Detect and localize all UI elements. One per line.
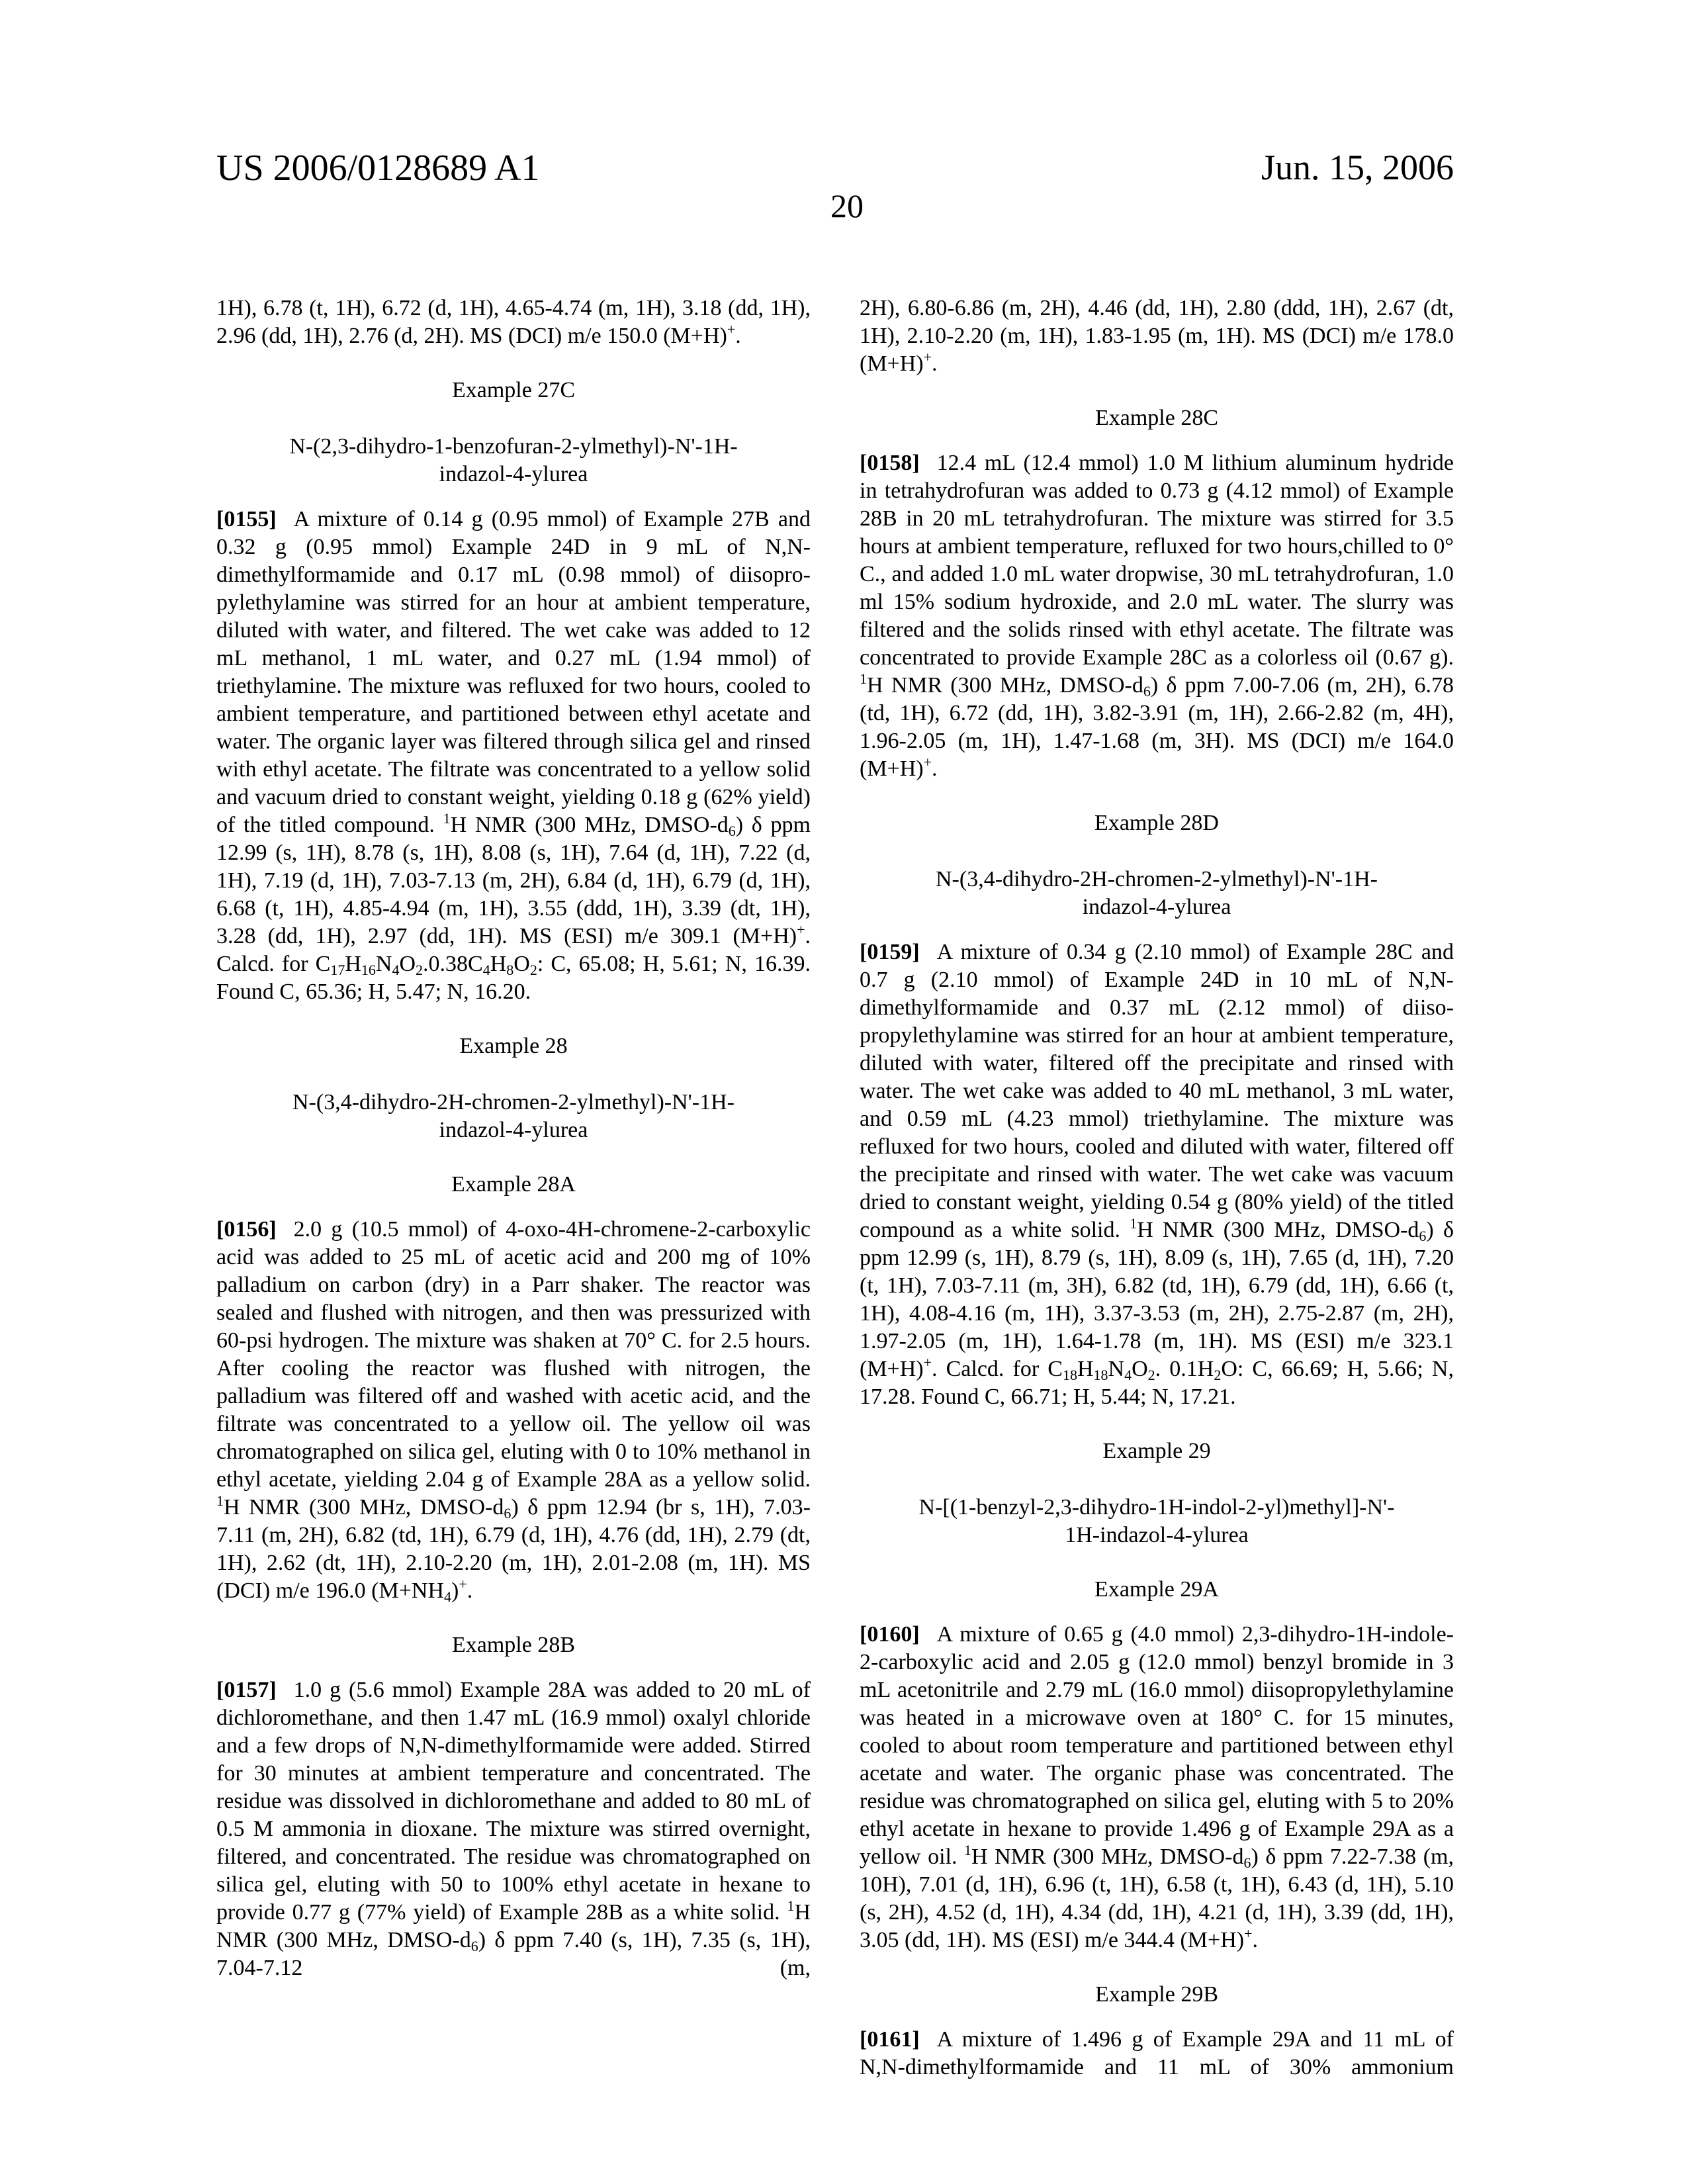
compound-title-line: indazol-4-ylurea — [439, 462, 588, 486]
superscript: 1 — [964, 1842, 971, 1858]
subscript: 16 — [361, 962, 376, 978]
subscript: 6 — [471, 1938, 478, 1954]
text-run: ) δ ppm 7.22-7.38 (m, 10H), 7.01 (d, 1H), 6.96 (t, 1H), 6.58 (t, 1H), 6.43 (d, 1H), 5.10 (s, 2H), 4.52 (d, 1H), 4.34 (dd, 1H), 4.21 (d, 1H), 3.39 (dd, 1H), 3.05 (dd, 1H). MS (ESI) m/e 344.4 (M+H) — [860, 1844, 1454, 1952]
paragraph-number: [0158] — [860, 451, 920, 475]
compound-title — [216, 1089, 811, 1144]
text-run: H — [490, 952, 507, 976]
compound-title — [216, 433, 811, 488]
subscript: 4 — [483, 962, 490, 978]
subscript: 2 — [1214, 1367, 1221, 1383]
text-run: H — [1077, 1357, 1094, 1381]
paragraph-number: [0161] — [860, 2027, 920, 2052]
text-run: H NMR (300 MHz, DMSO-d — [451, 813, 729, 837]
subscript: 6 — [1143, 683, 1151, 700]
subscript: 6 — [729, 823, 736, 839]
text-run: 1.0 g (5.6 mmol) Example 28A was added to 20 mL of dichloromethane, and then 1.47 mL (16.9 mmol) oxalyl chloride and a few drops of N,N-dimethylformamide were added. Stirred for 30 minutes at ambient temperature and concentrated. The residue was dissolved in dichloromethane and added to 80 mL of 0.5 M ammonia in dioxane. The mixture was stirred overnight, filtered, and concentrated. The residue was chromatographed on silica gel, eluting with 50 to 100% ethyl acetate in hexane to provide 0.77 g (77% yield) of Example 28B as a white solid. — [216, 1678, 811, 1925]
compound-title — [860, 1494, 1454, 1549]
text-run: ) — [451, 1578, 459, 1603]
example-heading: Example 28D — [860, 809, 1454, 837]
subscript: 4 — [1124, 1367, 1132, 1383]
paragraph-number: [0155] — [216, 507, 277, 531]
text-run: . Calcd. for C — [216, 924, 811, 976]
paragraph — [216, 1216, 811, 1605]
paragraph — [216, 1676, 811, 1982]
subscript: 2 — [530, 962, 537, 978]
compound-title-line: N-[(1-benzyl-2,3-dihydro-1H-indol-2-yl)methyl]-N'- — [919, 1495, 1395, 1520]
example-heading: Example 28A — [216, 1171, 811, 1199]
text-run: . — [735, 324, 741, 348]
subscript: 2 — [1148, 1367, 1155, 1383]
subscript: 6 — [504, 1505, 511, 1522]
text-run: A mixture of 0.34 g (2.10 mmol) of Example 28C and 0.7 g (2.10 mmol) of Example 24D in 10 mL of N,N-dimethylformamide and 0.37 mL (2.12 mmol) of diiso­propylethylamine was stirred for an hour at ambient tem­perature, diluted with water, filtered off the precipitate and rinsed with water. The wet cake was added to 40 mL methanol, 3 mL water, and 0.59 mL (4.23 mmol) triethy­lamine. The mixture was refluxed for two hours, cooled and diluted with water, filtered off the precipitate and rinsed with water. The wet cake was vacuum dried to constant weight, yielding 0.54 g (80% yield) of the titled compound as a white solid. — [860, 940, 1454, 1242]
paragraph-number: [0159] — [860, 940, 920, 964]
paragraph — [860, 449, 1454, 783]
example-heading: Example 29 — [860, 1437, 1454, 1465]
text-run: 12.4 mL (12.4 mmol) 1.0 M lithium aluminum hydride in tetrahydrofuran was added to 0.73 g (4.12 mmol) of Example 28B in 20 mL tetrahydrofuran. The mixture was stirred for 3.5 hours at ambient temperature, refluxed for two hours,chilled to 0° C., and added 1.0 mL water dropwise, 30 mL tetrahydrofuran, 1.0 ml 15% sodium hydroxide, and 2.0 mL water. The slurry was filtered and the solids rinsed with ethyl acetate. The filtrate was concentrated to provide Example 28C as a colorless oil (0.67 g). — [860, 451, 1454, 670]
paragraph-number: [0160] — [860, 1622, 920, 1647]
example-heading: Example 27C — [216, 377, 811, 404]
text-run: 1H), 6.78 (t, 1H), 6.72 (d, 1H), 4.65-4.74 (m, 1H), 3.18 (dd, 1H), 2.96 (dd, 1H), 2.76 (d, 2H). MS (DCI) m/e 150.0 (M+H) — [216, 296, 811, 348]
text-run: H NMR (300 MHz, DMSO-d — [971, 1844, 1243, 1869]
text-run: 2H), 6.80-6.86 (m, 2H), 4.46 (dd, 1H), 2.80 (ddd, 1H), 2.67 (dt, 1H), 2.10-2.20 (m, 1H), 1.83-1.95 (m, 1H). MS (DCI) m/e 178.0 (M+H) — [860, 296, 1454, 376]
page-number: 20 — [0, 187, 1694, 225]
paragraph — [860, 295, 1454, 378]
subscript: 4 — [444, 1588, 451, 1605]
example-heading: Example 29A — [860, 1576, 1454, 1604]
text-run: ) δ ppm 12.99 (s, 1H), 8.78 (s, 1H), 8.08 (s, 1H), 7.64 (d, 1H), 7.22 (d, 1H), 7.19 (d, 1H), 7.03-7.13 (m, 2H), 6.84 (d, 1H), 6.79 (d, 1H), 6.68 (t, 1H), 4.85-4.94 (m, 1H), 3.55 (ddd, 1H), 3.39 (dt, 1H), 3.28 (dd, 1H), 2.97 (dd, 1H). MS (ESI) m/e 309.1 (M+H) — [216, 813, 811, 948]
text-run: O — [513, 952, 530, 976]
compound-title-line: N-(3,4-dihydro-2H-chromen-2-ylmethyl)-N'-1H- — [936, 867, 1378, 891]
superscript: 1 — [1130, 1215, 1137, 1232]
text-run: . Calcd. for C — [932, 1357, 1063, 1381]
text-run: ) δ ppm 7.40 (s, 1H), 7.35 (s, 1H), 7.04-7.12 (m, — [216, 1928, 811, 1980]
subscript: 4 — [392, 962, 399, 978]
text-run: H NMR (300 MHz, DMSO-d — [1137, 1218, 1419, 1242]
superscript: 1 — [216, 1492, 224, 1509]
text-run: . — [467, 1578, 473, 1603]
text-run: N — [376, 952, 392, 976]
text-run: H — [345, 952, 361, 976]
publication-number: US 2006/0128689 A1 — [216, 147, 540, 189]
text-run: O: C, 66.69; H, 5.66; N, 17.28. Found C, 66.71; H, 5.44; N, 17.21. — [860, 1357, 1454, 1409]
text-run: A mixture of 1.496 g of Example 29A and 11 mL of N,N-dimethylformamide and 11 mL of 30% ammonium — [860, 2027, 1454, 2079]
superscript: 1 — [787, 1897, 794, 1914]
text-run: O — [399, 952, 416, 976]
text-run: ) δ ppm 12.99 (s, 1H), 8.79 (s, 1H), 8.09 (s, 1H), 7.65 (d, 1H), 7.20 (t, 1H), 7.03-7.11 (m, 3H), 6.82 (td, 1H), 6.79 (dd, 1H), 6.66 (t, 1H), 4.08-4.16 (m, 1H), 3.37-3.53 (m, 2H), 2.75-2.87 (m, 2H), 1.97-2.05 (m, 1H), 1.64-1.78 (m, 1H). MS (ESI) m/e 323.1 (M+H) — [860, 1218, 1454, 1381]
text-run: A mixture of 0.65 g (4.0 mmol) 2,3-dihydro-1H-indole-2-carboxylic acid and 2.05 g (12.0 mmol) benzyl bromide in 3 mL acetonitrile and 2.79 mL (16.0 mmol) diisopropylethylamine was heated in a microwave oven at 180° C. for 15 minutes, cooled to about room temperature and partitioned between ethyl acetate and water. The organic phase was concentrated. The residue was chromatographed on silica gel, eluting with 5 to 20% ethyl acetate in hexane to provide 1.496 g of Example 29A as a yellow oil. — [860, 1622, 1454, 1869]
superscript: + — [924, 1354, 932, 1371]
compound-title-line: indazol-4-ylurea — [1083, 895, 1231, 919]
example-heading: Example 28C — [860, 404, 1454, 432]
paragraph — [860, 1621, 1454, 1954]
publication-date: Jun. 15, 2006 — [1261, 147, 1454, 188]
compound-title — [860, 866, 1454, 921]
superscript: + — [797, 921, 805, 938]
paragraph — [216, 295, 811, 350]
text-run: H NMR (300 MHz, DMSO-d — [224, 1495, 504, 1520]
text-run: N — [1108, 1357, 1125, 1381]
right-column — [860, 295, 1454, 2081]
text-run: ) δ ppm 12.94 (br s, 1H), 7.03-7.11 (m, 2H), 6.82 (td, 1H), 6.79 (d, 1H), 4.76 (dd, 1H), 2.79 (dt, 1H), 2.62 (dt, 1H), 2.10-2.20 (m, 1H), 2.01-2.08 (m, 1H). MS (DCI) m/e 196.0 (M+NH — [216, 1495, 811, 1603]
paragraph-number: [0157] — [216, 1678, 277, 1702]
superscript: 1 — [860, 670, 867, 687]
subscript: 8 — [506, 962, 513, 978]
superscript: 1 — [443, 810, 451, 827]
compound-title-line: N-(2,3-dihydro-1-benzofuran-2-ylmethyl)-N'-1H- — [289, 434, 737, 459]
superscript: + — [924, 754, 932, 770]
compound-title-line: N-(3,4-dihydro-2H-chromen-2-ylmethyl)-N'-1H- — [292, 1090, 735, 1115]
compound-title-line: indazol-4-ylurea — [439, 1118, 588, 1142]
left-column — [216, 295, 811, 1982]
paragraph — [860, 938, 1454, 1411]
text-run: . — [932, 351, 938, 376]
text-run: : C, 65.08; H, 5.61; N, 16.39. Found C, 65.36; H, 5.47; N, 16.20. — [216, 952, 811, 1004]
text-run: O — [1132, 1357, 1148, 1381]
paragraph — [216, 506, 811, 1006]
subscript: 18 — [1094, 1367, 1108, 1383]
subscript: 17 — [330, 962, 345, 978]
example-heading: Example 28 — [216, 1032, 811, 1060]
example-heading: Example 29B — [860, 1981, 1454, 2009]
text-run: .0.38C — [423, 952, 483, 976]
superscript: + — [459, 1576, 467, 1592]
text-run: . — [932, 756, 938, 781]
subscript: 18 — [1063, 1367, 1077, 1383]
paragraph — [860, 2026, 1454, 2081]
text-run: H NMR (300 MHz, DMSO-d — [867, 673, 1143, 698]
text-run: A mixture of 0.14 g (0.95 mmol) of Example 27B and 0.32 g (0.95 mmol) Example 24D in 9 mL of N,N-dimethylformamide and 0.17 mL (0.98 mmol) of diisopro­pylethylamine was stirred for an hour at ambient tempera­ture, diluted with water, and filtered. The wet cake was added to 12 mL methanol, 1 mL water, and 0.27 mL (1.94 mmol) of triethylamine. The mixture was refluxed for two hours, cooled to ambient temperature, and partitioned between ethyl acetate and water. The organic layer was filtered through silica gel and rinsed with ethyl acetate. The filtrate was concentrated to a yellow solid and vacuum dried to constant weight, yielding 0.18 g (62% yield) of the titled compound. — [216, 507, 811, 837]
text-run: . — [1253, 1928, 1259, 1952]
subscript: 6 — [1243, 1854, 1251, 1871]
superscript: + — [727, 321, 735, 338]
paragraph-number: [0156] — [216, 1217, 277, 1242]
example-heading: Example 28B — [216, 1631, 811, 1659]
subscript: 2 — [416, 962, 423, 978]
subscript: 6 — [1419, 1228, 1426, 1244]
superscript: + — [1244, 1925, 1252, 1942]
text-run: H NMR (300 MHz, DMSO-d — [216, 1900, 811, 1952]
superscript: + — [924, 349, 932, 365]
text-run: ) δ ppm 7.00-7.06 (m, 2H), 6.78 (td, 1H), 6.72 (dd, 1H), 3.82-3.91 (m, 1H), 2.66-2.82 (m, 4H), 1.96-2.05 (m, 1H), 1.47-1.68 (m, 3H). MS (DCI) m/e 164.0 (M+H) — [860, 673, 1454, 781]
text-run: . 0.1H — [1155, 1357, 1214, 1381]
compound-title-line: 1H-indazol-4-ylurea — [1065, 1523, 1249, 1547]
text-run: 2.0 g (10.5 mmol) of 4-oxo-4H-chromene-2-car­boxylic acid was added to 25 mL of acetic acid and 200 mg of 10% palladium on carbon (dry) in a Parr shaker. The reactor was sealed and flushed with nitrogen, and then was pressurized with 60-psi hydrogen. The mixture was shaken at 70° C. for 2.5 hours. After cooling the reactor was flushed with nitrogen, the palladium was filtered off and washed with acetic acid, and the filtrate was concentrated to a yellow oil. The yellow oil was chromatographed on silica gel, eluting with 0 to 10% methanol in ethyl acetate, yielding 2.04 g of Example 28A as a yellow solid. — [216, 1217, 811, 1492]
